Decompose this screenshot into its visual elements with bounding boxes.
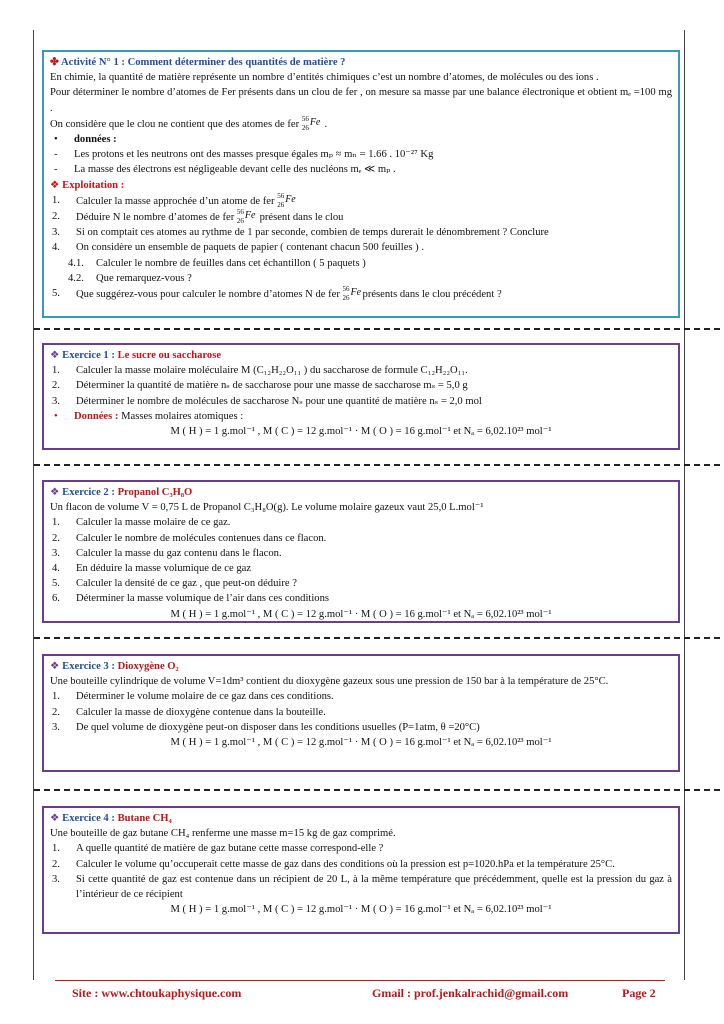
exercice-label: Exercice 4 : xyxy=(62,813,115,824)
masses-molaires: M ( H ) = 1 g.mol⁻¹ , M ( C ) = 12 g.mol⁻¹ · M ( O ) = 16 g.mol⁻¹ et Nₐ = 6,02.10²³ mol⁻¹ xyxy=(170,426,552,438)
exercice-name: Butane CH₄ xyxy=(117,813,172,824)
masses-molaires: M ( H ) = 1 g.mol⁻¹ , M ( C ) = 12 g.mol⁻¹ · M ( O ) = 16 g.mol⁻¹ et Nₐ = 6,02.10²³ mol⁻¹ xyxy=(170,904,552,916)
activite-paragraph: Pour déterminer le nombre d’atomes de Fer présents dans un clou de fer , on mesure sa masse par une balance électronique et obtient mₑ =100 mg . xyxy=(50,87,672,114)
activite-paragraph: On considère que le clou ne contient que des atomes de fer xyxy=(50,118,300,130)
question: Déterminer la quantité de matière nₛ de saccharose pour une masse de saccharose mₛ = 5,0 g xyxy=(76,380,468,392)
separator xyxy=(34,637,720,639)
iron-isotope: 56 26 Fe xyxy=(301,114,321,132)
question: Calculer la masse de dioxygène contenue dans la bouteille. xyxy=(76,706,326,718)
question: Si cette quantité de gaz est contenue dans un récipient de 20 L, à la même température que précédemment, quelle est la pression du gaz à l’intérieur de ce récipient xyxy=(76,873,672,901)
bullet-icon: • xyxy=(54,410,58,422)
question: On considère un ensemble de paquets de papier ( contenant chacun 500 feuilles ) . xyxy=(76,242,424,254)
question: Déterminer le volume molaire de ce gaz dans ces conditions. xyxy=(76,691,334,703)
separator xyxy=(34,464,720,466)
bullet-icon: • xyxy=(54,134,58,146)
exploitation-label: Exploitation : xyxy=(62,179,125,191)
exercice-label: Exercice 3 : xyxy=(62,661,115,672)
diamond-icon: ❖ xyxy=(50,487,60,498)
question: Déduire N le nombre d’atomes de fer xyxy=(76,212,235,224)
donnee-item: La masse des électrons est négligeable devant celle des nucléons mₑ ≪ mₚ . xyxy=(74,164,396,176)
footer-rule xyxy=(55,980,665,981)
question: Si on comptait ces atomes au rythme de 1 par seconde, combien de temps durerait le dénombrement ? Conclure xyxy=(76,227,549,239)
exercice-3-box: ❖ Exercice 3 : Dioxygène O₂ Une bouteille cylindrique de volume V=1dm³ contient du dioxygène gazeux sous une pression de 150 bar à la température de 25°C. 1. Déterminer le volume molaire de ce gaz dans ces conditions. 2. Calculer la masse de dioxygène contenue dans la bouteille. 3. De quel volume de dioxygène peut-on disposer dans les conditions usuelles (P=1atm, θ =20°C) M ( H ) = 1 g.mol⁻¹ , M ( C ) = 12 g.mol⁻¹ · M ( O ) = 16 g.mol⁻¹ et Nₐ = 6,02.10²³ mol⁻¹ xyxy=(42,654,680,772)
masses-molaires: M ( H ) = 1 g.mol⁻¹ , M ( C ) = 12 g.mol⁻¹ · M ( O ) = 16 g.mol⁻¹ et Nₐ = 6,02.10²³ mol⁻¹ xyxy=(170,608,552,620)
exercice-label: Exercice 1 : xyxy=(62,350,115,361)
donnees-label: données : xyxy=(74,134,117,146)
separator xyxy=(34,328,720,330)
sub-question: Calculer le nombre de feuilles dans cet échantillon ( 5 paquets ) xyxy=(96,257,366,269)
donnees-label: Données : xyxy=(74,410,119,422)
exercice-name: Dioxygène O₂ xyxy=(117,661,179,672)
diamond-icon: ❖ xyxy=(50,179,60,191)
activite-box: ✤ Activité N° 1 : Comment déterminer des quantités de matière ? En chimie, la quantité de matière représente un nombre d’entités chimiques c’est un nombre d’atomes, de molécules ou des ions . Pour déterminer le nombre d’atomes de Fer présents dans un clou de fer , on mesure sa masse par une balance électronique et obtient mₑ =100 mg . On considère que le clou ne contient que des atomes de fer 56 26 Fe . • données : - Les protons et les neutrons ont des masses presque égales mₚ ≈ mₙ = 1.66 . 10⁻²⁷ Kg - La masse des électrons est négligeable devant celle des nucléons mₑ ≪ mₚ . ❖ Exploitation : 1. Calculer la masse approchée d’un atome de fer 56 26 Fe 2. Déduire N le nombre d’atomes de fer 56 26 Fe présent dans le clou 3. Si on comptait ces atomes au rythme de 1 par seconde, combien de temps durerait le dénombrement ? Conclure 4. On considère un ensemble de paquets de papier ( contenant chacun 500 feuilles ) . 4.1. Calculer le nombre de feuilles dans cet échantillon ( 5 paquets ) 4.2. Que remarquez-vous ? 5. Que suggérez-vous pour calculer le nombre d’atomes N de fer 56 26 Fe présents dans le clou précédent ? xyxy=(42,50,680,318)
footer-site[interactable]: Site : www.chtoukaphysique.com xyxy=(72,986,242,1000)
exercice-intro: Une bouteille cylindrique de volume V=1dm³ contient du dioxygène gazeux sous une pression de 150 bar à la température de 25°C. xyxy=(50,676,609,688)
diamond-icon: ❖ xyxy=(50,661,60,672)
donnee-item: Les protons et les neutrons ont des masses presque égales mₚ ≈ mₙ = 1.66 . 10⁻²⁷ Kg xyxy=(74,149,434,161)
exercice-label: Exercice 2 : xyxy=(62,487,115,498)
exercice-name: Propanol C₃H₈O xyxy=(117,487,193,498)
question: Calculer la masse approchée d’un atome de fer xyxy=(76,195,275,207)
question: Que suggérez-vous pour calculer le nombre d’atomes N de fer xyxy=(76,289,340,301)
question: Calculer la densité de ce gaz , que peut-on déduire ? xyxy=(76,578,297,590)
question: Calculer la masse molaire moléculaire M (C₁₂H₂₂O₁₁ ) du saccharose de formule C₁₂H₂₂O₁₁. xyxy=(76,365,468,377)
masses-molaires: M ( H ) = 1 g.mol⁻¹ , M ( C ) = 12 g.mol⁻¹ · M ( O ) = 16 g.mol⁻¹ et Nₐ = 6,02.10²³ mol⁻¹ xyxy=(170,737,552,749)
question: Déterminer le nombre de molécules de saccharose Nₛ pour une quantité de matière nₛ = 2,0 mol xyxy=(76,395,482,407)
question: Calculer la masse du gaz contenu dans le flacon. xyxy=(76,547,282,559)
question: Calculer le nombre de molécules contenues dans ce flacon. xyxy=(76,532,327,544)
question: Calculer la masse molaire de ce gaz. xyxy=(76,517,231,529)
separator xyxy=(34,789,720,791)
exercice-4-box: ❖ Exercice 4 : Butane CH₄ Une bouteille de gaz butane CH₄ renferme une masse m=15 kg de gaz comprimé. 1. A quelle quantité de matière de gaz butane cette masse correspond-elle ? 2. Calculer le volume qu’occuperait cette masse de gaz dans des conditions où la pression est p=1020.hPa et la température 25°C. 3. Si cette quantité de gaz est contenue dans un récipient de 20 L, à la même température que précédemment, quelle est la pression du gaz à l’intérieur de ce récipient M ( H ) = 1 g.mol⁻¹ , M ( C ) = 12 g.mol⁻¹ · M ( O ) = 16 g.mol⁻¹ et Nₐ = 6,02.10²³ mol⁻¹ xyxy=(42,806,680,934)
exercice-2-box: ❖ Exercice 2 : Propanol C₃H₈O Un flacon de volume V = 0,75 L de Propanol C₃H₈O(g). Le volume molaire gazeux vaut 25,0 L.mol⁻¹ 1. Calculer la masse molaire de ce gaz. 2. Calculer le nombre de molécules contenues dans ce flacon. 3. Calculer la masse du gaz contenu dans le flacon. 4. En déduire la masse volumique de ce gaz 5. Calculer la densité de ce gaz , que peut-on déduire ? 6. Déterminer la masse volumique de l’air dans ces conditions M ( H ) = 1 g.mol⁻¹ , M ( C ) = 12 g.mol⁻¹ · M ( O ) = 16 g.mol⁻¹ et Nₐ = 6,02.10²³ mol⁻¹ xyxy=(42,480,680,623)
question: En déduire la masse volumique de ce gaz xyxy=(76,563,252,575)
sub-question: Que remarquez-vous ? xyxy=(96,272,192,284)
question: A quelle quantité de matière de gaz butane cette masse correspond-elle ? xyxy=(76,843,384,855)
activite-paragraph: En chimie, la quantité de matière représente un nombre d’entités chimiques c’est un nombre d’atomes, de molécules ou des ions . xyxy=(50,72,599,84)
iron-isotope: 56 26 Fe xyxy=(277,191,296,209)
diamond-icon: ❖ xyxy=(50,813,60,824)
diamond-icon: ❖ xyxy=(50,350,60,361)
pin-icon: ✤ xyxy=(50,57,59,68)
footer-gmail[interactable]: Gmail : prof.jenkalrachid@gmail.com xyxy=(372,986,569,1000)
question: De quel volume de dioxygène peut-on disposer dans les conditions usuelles (P=1atm, θ =20°C) xyxy=(76,721,480,733)
exercice-intro: Une bouteille de gaz butane CH₄ renferme une masse m=15 kg de gaz comprimé. xyxy=(50,828,396,840)
exercice-intro: Un flacon de volume V = 0,75 L de Propanol C₃H₈O(g). Le volume molaire gazeux vaut 25,0 L.mol⁻¹ xyxy=(50,502,484,514)
exercice-name: Le sucre ou saccharose xyxy=(117,350,222,361)
question: Calculer le volume qu’occuperait cette masse de gaz dans des conditions où la pression est p=1020.hPa et la température 25°C. xyxy=(76,858,615,870)
exercice-1-box: ❖ Exercice 1 : Le sucre ou saccharose 1. Calculer la masse molaire moléculaire M (C₁₂H₂₂O₁₁ ) du saccharose de formule C₁₂H₂₂O₁₁. 2. Déterminer la quantité de matière nₛ de saccharose pour une masse de saccharose mₛ = 5,0 g 3. Déterminer le nombre de molécules de saccharose Nₛ pour une quantité de matière nₛ = 2,0 mol • Données : Masses molaires atomiques : M ( H ) = 1 g.mol⁻¹ , M ( C ) = 12 g.mol⁻¹ · M ( O ) = 16 g.mol⁻¹ et Nₐ = 6,02.10²³ mol⁻¹ xyxy=(42,343,680,450)
activite-title: Activité N° 1 : Comment déterminer des quantités de matière ? xyxy=(60,57,346,68)
iron-isotope: 56 26 Fe xyxy=(236,208,256,226)
footer-page: Page 2 xyxy=(622,986,656,1000)
iron-isotope: 56 26 Fe xyxy=(342,285,362,303)
question: Déterminer la masse volumique de l’air dans ces conditions xyxy=(76,593,329,605)
